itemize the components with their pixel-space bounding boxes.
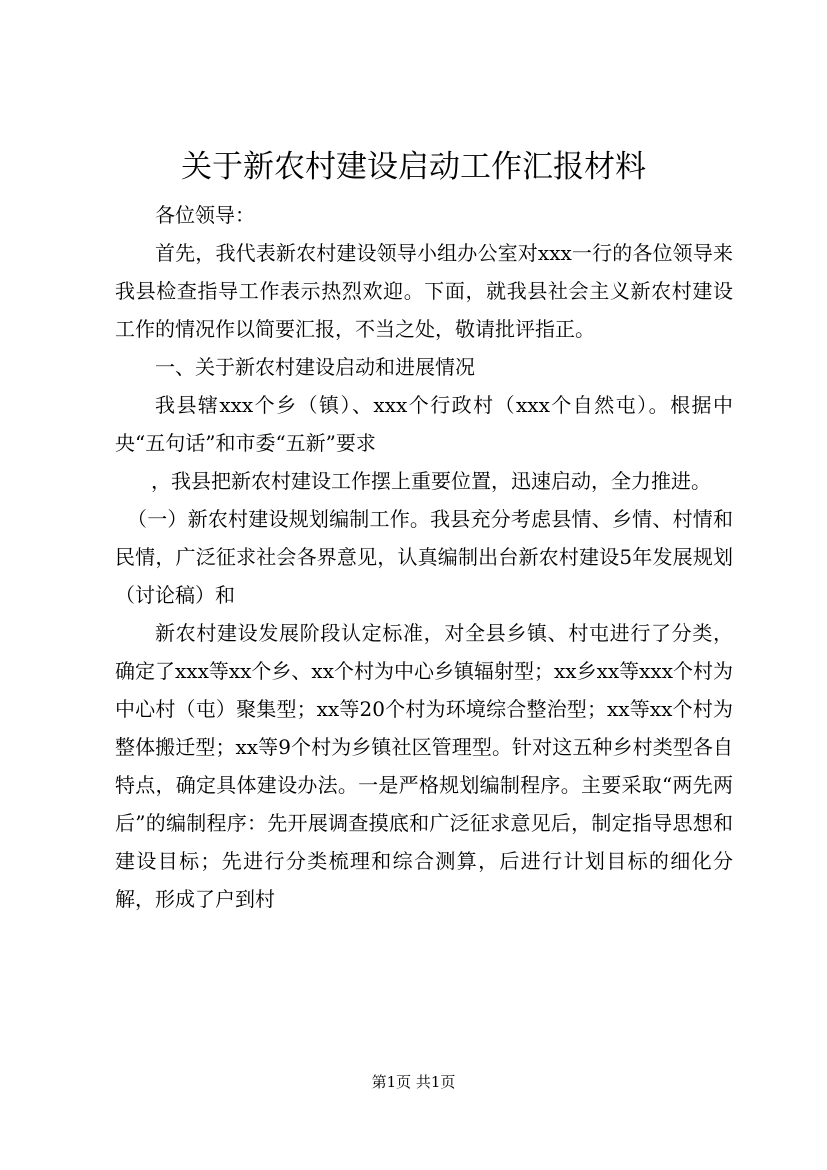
- section-heading-1: 一、关于新农村建设启动和进展情况: [155, 355, 475, 379]
- county-overview-paragraph: 我县辖xxx个乡（镇）、xxx个行政村（xxx个自然屯）。根据中央“五句话”和市委“五新”要求: [115, 393, 733, 455]
- planning-paragraph: （一）新农村建设规划编制工作。我县充分考虑县情、乡情、村情和民情，广泛征求社会各界意见，认真编制出台新农村建设5年发展规划（讨论稿）和: [115, 507, 733, 607]
- intro-paragraph: 首先，我代表新农村建设领导小组办公室对xxx一行的各位领导来我县检查指导工作表示热烈欢迎。下面，就我县社会主义新农村建设工作的情况作以简要汇报，不当之处，敬请批评指正。: [115, 241, 733, 341]
- document-title: 关于新农村建设启动工作汇报材料: [181, 149, 646, 185]
- county-overview-continuation: ，我县把新农村建设工作摆上重要位置，迅速启动，全力推进。: [151, 469, 711, 493]
- salutation-paragraph: 各位领导：: [155, 203, 255, 227]
- classification-paragraph: 新农村建设发展阶段认定标准，对全县乡镇、村屯进行了分类，确定了xxx等xx个乡、xx个村为中心乡镇辐射型；xx乡xx等xxx个村为中心村（屯）聚集型；xx等20个村为环境综合整治型；xx等xx个村为整体搬迁型；xx等9个村为乡镇社区管理型。针对这五种乡村类型各自特点，确定具体建设办法。一是严格规划编制程序。主要采取“两先两后”的编制程序：先开展调查摸底和广泛征求意见后，制定指导思想和建设目标；先进行分类梳理和综合测算，后进行计划目标的细化分解，形成了户到村: [115, 621, 733, 911]
- page-number-footer: 第1页 共1页: [371, 1073, 456, 1091]
- document-body: [115, 196, 733, 918]
